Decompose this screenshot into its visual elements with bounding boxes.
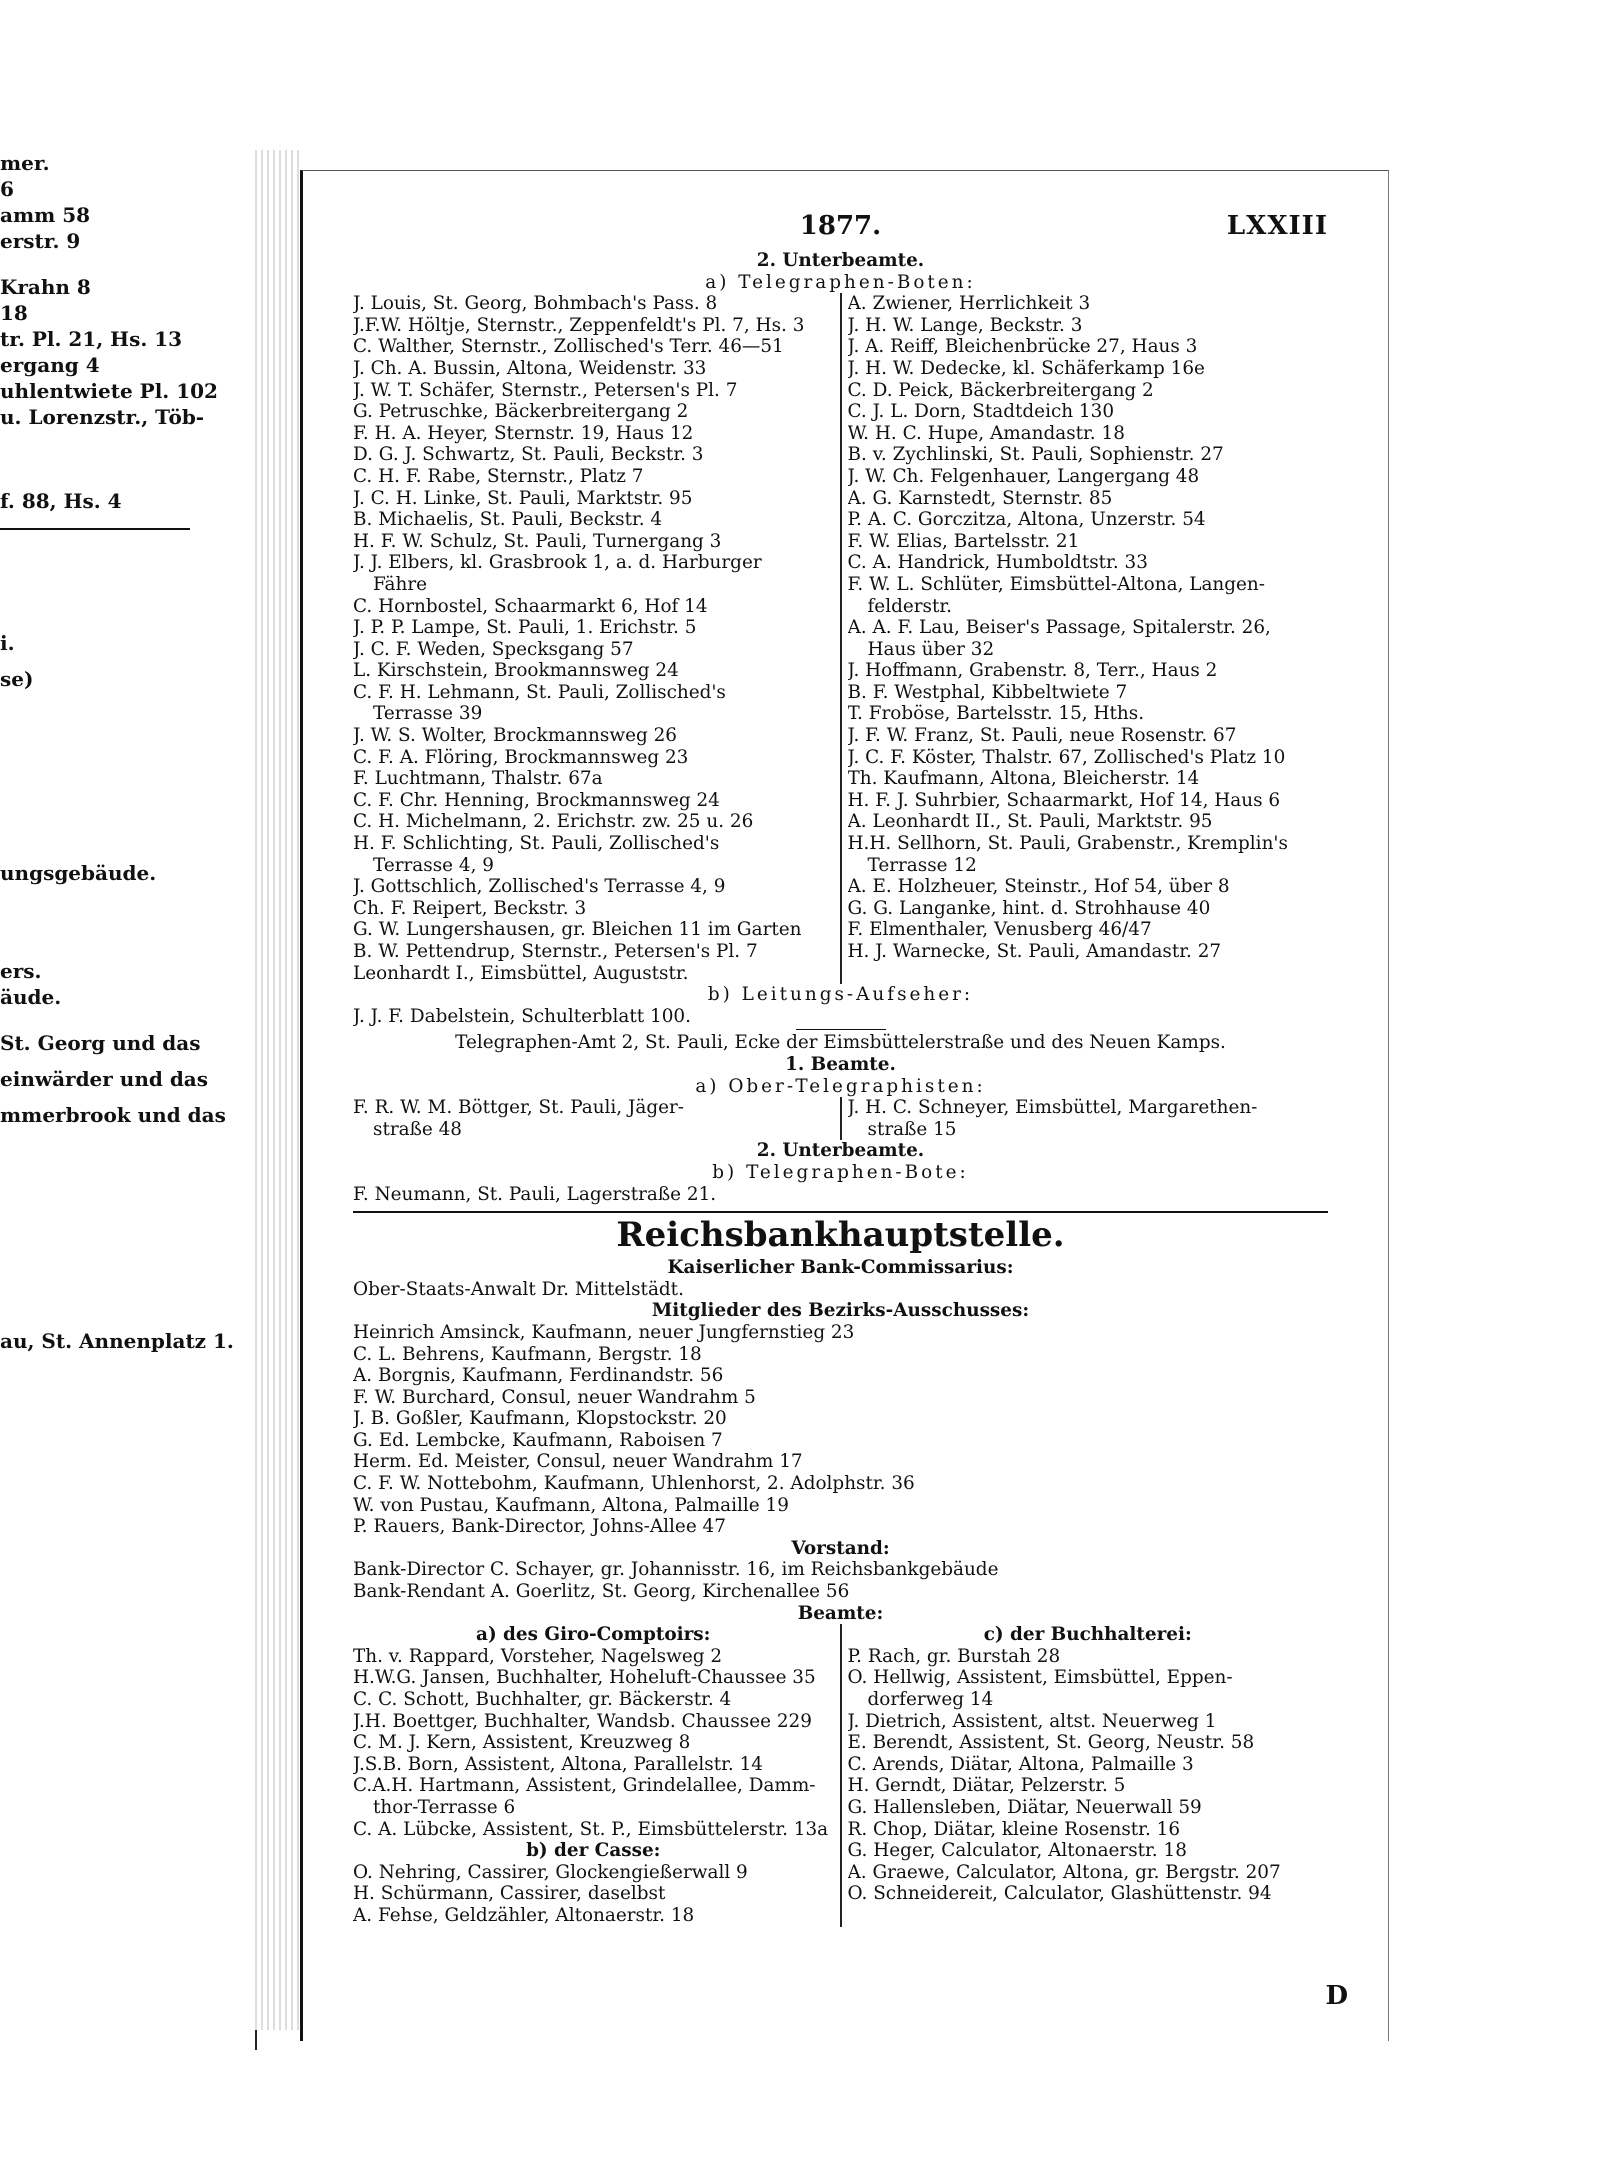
- list-item: A. Fehse, Geldzähler, Altonaerstr. 18: [353, 1904, 695, 1926]
- list-item: D. G. J. Schwartz, St. Pauli, Beckstr. 3: [353, 444, 704, 466]
- section-heading: Kaiserlicher Bank-Commissarius:: [667, 1257, 1014, 1279]
- list-item: C. A. Lübcke, Assistent, St. P., Eimsbüttelerstr. 13a: [353, 1818, 829, 1840]
- list-item: G. W. Lungershausen, gr. Bleichen 11 im Garten: [353, 919, 802, 941]
- subheading: c) der Buchhalterei:: [983, 1624, 1192, 1646]
- list-item: H. Schürmann, Cassirer, daselbst: [353, 1883, 666, 1905]
- list-item: P. Rauers, Bank-Director, Johns-Allee 47: [353, 1516, 726, 1538]
- list-item: J.H. Boettger, Buchhalter, Wandsb. Chaussee 229: [353, 1710, 812, 1732]
- list-item: J. A. Reiff, Bleichenbrücke 27, Haus 3: [847, 336, 1198, 358]
- subheading: a) Telegraphen-Boten:: [705, 271, 976, 293]
- list-item: B. v. Zychlinski, St. Pauli, Sophienstr. 27: [847, 444, 1224, 466]
- subheading: a) Ober-Telegraphisten:: [695, 1075, 986, 1097]
- list-item: J.S.B. Born, Assistent, Altona, Parallelstr. 14: [353, 1753, 763, 1775]
- list-column-left: [353, 293, 842, 984]
- list-item: C. M. J. Kern, Assistent, Kreuzweg 8: [353, 1732, 691, 1754]
- left-page-line: einwärder und das: [0, 1067, 209, 1091]
- signature-mark: D: [1325, 1981, 1348, 2011]
- section-heading: Beamte:: [797, 1602, 884, 1624]
- list-column-right: [842, 293, 1329, 984]
- list-item: A. G. Karnstedt, Sternstr. 85: [847, 487, 1113, 509]
- page-year: 1877.: [799, 211, 882, 241]
- list-group: [353, 1862, 834, 1927]
- list-item: L. Kirschstein, Brookmannsweg 24: [353, 660, 679, 682]
- subheading: a) des Giro-Comptoirs:: [476, 1624, 711, 1646]
- left-page-line: mmerbrook und das: [0, 1103, 226, 1127]
- list-item-continuation: felderstr.: [867, 595, 952, 617]
- list-item: F. Luchtmann, Thalstr. 67a: [353, 768, 603, 790]
- list-item: A. Borgnis, Kaufmann, Ferdinandstr. 56: [353, 1365, 724, 1387]
- section-heading: 2. Unterbeamte.: [756, 1140, 925, 1162]
- left-page-line: mer.: [0, 151, 50, 175]
- list-item: G. Hallensleben, Diätar, Neuerwall 59: [847, 1796, 1202, 1818]
- list-item: J. P. P. Lampe, St. Pauli, 1. Erichstr. 5: [353, 617, 697, 639]
- section-heading: Mitglieder des Bezirks-Ausschusses:: [651, 1300, 1030, 1322]
- list-item: F. W. Elias, Bartelsstr. 21: [847, 530, 1080, 552]
- list-item: R. Chop, Diätar, kleine Rosenstr. 16: [847, 1818, 1181, 1840]
- list-item: W. von Pustau, Kaufmann, Altona, Palmaille 19: [353, 1494, 789, 1516]
- list-item: C. Arends, Diätar, Altona, Palmaille 3: [847, 1753, 1194, 1775]
- list-item-continuation: Fähre: [373, 573, 427, 595]
- list-group: [848, 1646, 1329, 1905]
- left-page-line: au, St. Annenplatz 1.: [0, 1329, 234, 1353]
- page-header: [353, 211, 1328, 250]
- list-item: F. Neumann, St. Pauli, Lagerstraße 21.: [353, 1183, 717, 1205]
- section-heading: 2. Unterbeamte.: [756, 250, 925, 271]
- list-item: H. J. Warnecke, St. Pauli, Amandastr. 27: [847, 941, 1222, 962]
- page-content: [353, 211, 1328, 1927]
- list-item: H. Gerndt, Diätar, Pelzerstr. 5: [847, 1775, 1126, 1797]
- left-page-divider: [0, 528, 190, 530]
- list-item: J. H. C. Schneyer, Eimsbüttel, Margarethen-: [847, 1097, 1258, 1119]
- left-page-line: tr. Pl. 21, Hs. 13: [0, 327, 183, 351]
- subheading: b) Leitungs-Aufseher:: [707, 984, 974, 1006]
- list-item: F. H. A. Heyer, Sternstr. 19, Haus 12: [353, 422, 694, 444]
- list-item: F. Elmenthaler, Venusberg 46/47: [847, 919, 1152, 941]
- page-number: LXXIII: [1226, 211, 1328, 241]
- book-gutter: [255, 150, 300, 2030]
- list-item: Bank-Rendant A. Goerlitz, St. Georg, Kirchenallee 56: [353, 1581, 850, 1603]
- list-item: J. Dietrich, Assistent, altst. Neuerweg 1: [847, 1710, 1217, 1732]
- list-item: C. Walther, Sternstr., Zollisched's Terr. 46—51: [353, 336, 784, 358]
- right-page: [300, 170, 1389, 2041]
- list-item: O. Schneidereit, Calculator, Glashüttenstr. 94: [847, 1883, 1272, 1905]
- left-page-line: se): [0, 667, 34, 691]
- list-item: F. W. Burchard, Consul, neuer Wandrahm 5: [353, 1386, 756, 1408]
- list-item: G. Ed. Lembcke, Kaufmann, Raboisen 7: [353, 1429, 723, 1451]
- list-item: Heinrich Amsinck, Kaufmann, neuer Jungfernstieg 23: [353, 1321, 855, 1343]
- list-item: C. J. L. Dorn, Stadtdeich 130: [847, 401, 1115, 423]
- list-item: G. Petruschke, Bäckerbreitergang 2: [353, 401, 689, 423]
- section-heading: 1. Beamte.: [785, 1053, 896, 1075]
- section-heading: Vorstand:: [791, 1537, 890, 1559]
- left-page-line: erstr. 9: [0, 229, 81, 253]
- left-page-line: f. 88, Hs. 4: [0, 489, 122, 513]
- board-list: [353, 1559, 1328, 1602]
- list-item-continuation: Terrasse 4, 9: [373, 854, 494, 876]
- list-item: P. A. C. Gorczitza, Altona, Unzerstr. 54: [847, 509, 1206, 531]
- list-item: J. H. W. Dedecke, kl. Schäferkamp 16e: [847, 357, 1205, 379]
- list-item-continuation: Terrasse 39: [373, 703, 483, 725]
- list-item: C. H. F. Rabe, Sternstr., Platz 7: [353, 465, 644, 487]
- list-item: H. F. W. Schulz, St. Pauli, Turnergang 3: [353, 530, 722, 552]
- list-item: A. Leonhardt II., St. Pauli, Marktstr. 95: [847, 811, 1213, 833]
- list-column-left: [353, 1097, 842, 1140]
- subheading: b) der Casse:: [526, 1840, 661, 1862]
- list-item: J. W. T. Schäfer, Sternstr., Petersen's Pl. 7: [353, 379, 738, 401]
- list-item: B. W. Pettendrup, Sternstr., Petersen's Pl. 7: [353, 941, 758, 962]
- left-page-line: äude.: [0, 985, 62, 1009]
- list-column-left: [353, 1624, 842, 1926]
- list-item: F. W. L. Schlüter, Eimsbüttel-Altona, Langen-: [847, 573, 1265, 595]
- list-item-continuation: straße 15: [867, 1118, 957, 1140]
- list-item: C. C. Schott, Buchhalter, gr. Bäckerstr. 4: [353, 1689, 732, 1710]
- list-item: B. F. Westphal, Kibbeltwiete 7: [847, 681, 1128, 703]
- left-page-line: u. Lorenzstr., Töb-: [0, 405, 205, 429]
- list-item: J. J. F. Dabelstein, Schulterblatt 100.: [353, 1005, 691, 1027]
- list-item: Herm. Ed. Meister, Consul, neuer Wandrahm 17: [353, 1451, 803, 1473]
- list-item: T. Froböse, Bartelsstr. 15, Hths.: [847, 703, 1145, 725]
- list-item: F. R. W. M. Böttger, St. Pauli, Jäger-: [353, 1097, 684, 1119]
- institution-title: Reichsbankhauptstelle.: [353, 1211, 1328, 1257]
- list-item: B. Michaelis, St. Pauli, Beckstr. 4: [353, 509, 663, 531]
- list-item: Leonhardt I., Eimsbüttel, Auguststr.: [353, 962, 689, 984]
- list-item: J. Hoffmann, Grabenstr. 8, Terr., Haus 2: [847, 660, 1218, 682]
- list-item: O. Nehring, Cassirer, Glockengießerwall 9: [353, 1861, 748, 1883]
- list-item: H. F. Schlichting, St. Pauli, Zollisched's: [353, 833, 720, 855]
- two-column-list: [353, 1624, 1328, 1926]
- list-item: J. J. Elbers, kl. Grasbrook 1, a. d. Harburger: [353, 552, 762, 574]
- list-item: C. F. A. Flöring, Brockmannsweg 23: [353, 746, 689, 768]
- list-item: A. Graewe, Calculator, Altona, gr. Bergstr. 207: [847, 1861, 1281, 1883]
- list-item: G. Heger, Calculator, Altonaerstr. 18: [847, 1840, 1187, 1862]
- list-item: H.W.G. Jansen, Buchhalter, Hoheluft-Chaussee 35: [353, 1667, 816, 1689]
- list-item-continuation: Terrasse 12: [867, 854, 977, 876]
- list-item: P. Rach, gr. Burstah 28: [847, 1645, 1061, 1667]
- list-item: W. H. C. Hupe, Amandastr. 18: [847, 422, 1125, 444]
- left-page-line: St. Georg und das: [0, 1031, 201, 1055]
- two-column-list: [353, 1097, 1328, 1140]
- left-page-line: ergang 4: [0, 353, 100, 377]
- list-item: Th. Kaufmann, Altona, Bleicherstr. 14: [847, 768, 1200, 790]
- left-page-line: amm 58: [0, 203, 91, 227]
- left-page-line: 6: [0, 177, 14, 201]
- list-item: C. Hornbostel, Schaarmarkt 6, Hof 14: [353, 595, 708, 617]
- list-item-continuation: straße 48: [373, 1118, 462, 1140]
- list-column-right: [842, 1097, 1329, 1140]
- list-item: J. C. F. Weden, Specksgang 57: [353, 638, 634, 660]
- list-item: H. F. J. Suhrbier, Schaarmarkt, Hof 14, Haus 6: [847, 789, 1281, 811]
- list-item: C. F. H. Lehmann, St. Pauli, Zollisched's: [353, 681, 726, 703]
- list-item: C. L. Behrens, Kaufmann, Bergstr. 18: [353, 1343, 702, 1365]
- left-page-line: Krahn 8: [0, 275, 91, 299]
- list-item: A. A. F. Lau, Beiser's Passage, Spitalerstr. 26,: [847, 617, 1271, 639]
- list-item: C.A.H. Hartmann, Assistent, Grindelallee, Damm-: [353, 1775, 816, 1797]
- left-page-fragment: [0, 150, 257, 2050]
- list-item-continuation: thor-Terrasse 6: [373, 1796, 516, 1818]
- list-item: J.F.W. Höltje, Sternstr., Zeppenfeldt's Pl. 7, Hs. 3: [353, 314, 805, 336]
- list-item: H.H. Sellhorn, St. Pauli, Grabenstr., Kremplin's: [847, 833, 1288, 855]
- office-title: Telegraphen-Amt 2, St. Pauli, Ecke der Eimsbüttelerstraße und des Neuen Kamps.: [455, 1032, 1226, 1054]
- list-item: C. D. Peick, Bäckerbreitergang 2: [847, 379, 1154, 401]
- left-page-line: ers.: [0, 959, 42, 983]
- left-page-line: ungsgebäude.: [0, 861, 157, 885]
- list-item: C. F. Chr. Henning, Brockmannsweg 24: [353, 789, 720, 811]
- list-item: C. H. Michelmann, 2. Erichstr. zw. 25 u. 26: [353, 811, 754, 833]
- list-item: J. Louis, St. Georg, Bohmbach's Pass. 8: [353, 293, 718, 315]
- left-page-line: uhlentwiete Pl. 102: [0, 379, 218, 403]
- list-item: G. G. Langanke, hint. d. Strohhause 40: [847, 897, 1211, 919]
- left-page-line: 18: [0, 301, 28, 325]
- list-item-continuation: Haus über 32: [867, 638, 995, 660]
- list-item: J. Gottschlich, Zollisched's Terrasse 4, 9: [353, 876, 726, 898]
- list-item: J. W. Ch. Felgenhauer, Langergang 48: [847, 465, 1200, 487]
- subheading: b) Telegraphen-Bote:: [712, 1161, 969, 1183]
- list-item: O. Hellwig, Assistent, Eimsbüttel, Eppen-: [847, 1667, 1233, 1689]
- list-item: J. C. F. Köster, Thalstr. 67, Zollisched's Platz 10: [847, 746, 1286, 768]
- list-item: E. Berendt, Assistent, St. Georg, Neustr. 58: [847, 1732, 1255, 1754]
- list-item: J. F. W. Franz, St. Pauli, neue Rosenstr. 67: [847, 725, 1237, 747]
- list-item: Bank-Director C. Schayer, gr. Johannisstr. 16, im Reichsbankgebäude: [353, 1559, 999, 1581]
- list-item: J. C. H. Linke, St. Pauli, Marktstr. 95: [353, 487, 693, 509]
- list-item: J. H. W. Lange, Beckstr. 3: [847, 314, 1083, 336]
- list-item: J. B. Goßler, Kaufmann, Klopstockstr. 20: [353, 1408, 727, 1430]
- list-item: J. W. S. Wolter, Brockmannsweg 26: [353, 725, 677, 747]
- divider: [796, 1029, 886, 1030]
- list-item: Ober-Staats-Anwalt Dr. Mittelstädt.: [353, 1278, 684, 1300]
- list-item: C. F. W. Nottebohm, Kaufmann, Uhlenhorst, 2. Adolphstr. 36: [353, 1473, 915, 1495]
- list-group: [353, 1646, 834, 1840]
- list-item: Ch. F. Reipert, Beckstr. 3: [353, 897, 587, 919]
- members-list: [353, 1322, 1328, 1538]
- list-item: A. E. Holzheuer, Steinstr., Hof 54, über 8: [847, 876, 1230, 898]
- list-item: Th. v. Rappard, Vorsteher, Nagelsweg 2: [353, 1645, 723, 1667]
- list-item: A. Zwiener, Herrlichkeit 3: [847, 293, 1091, 315]
- list-column-right: [842, 1624, 1329, 1926]
- list-item-continuation: dorferweg 14: [867, 1689, 994, 1710]
- left-page-line: i.: [0, 631, 15, 655]
- two-column-list: [353, 293, 1328, 984]
- list-item: J. Ch. A. Bussin, Altona, Weidenstr. 33: [353, 357, 707, 379]
- list-item: C. A. Handrick, Humboldtstr. 33: [847, 552, 1148, 574]
